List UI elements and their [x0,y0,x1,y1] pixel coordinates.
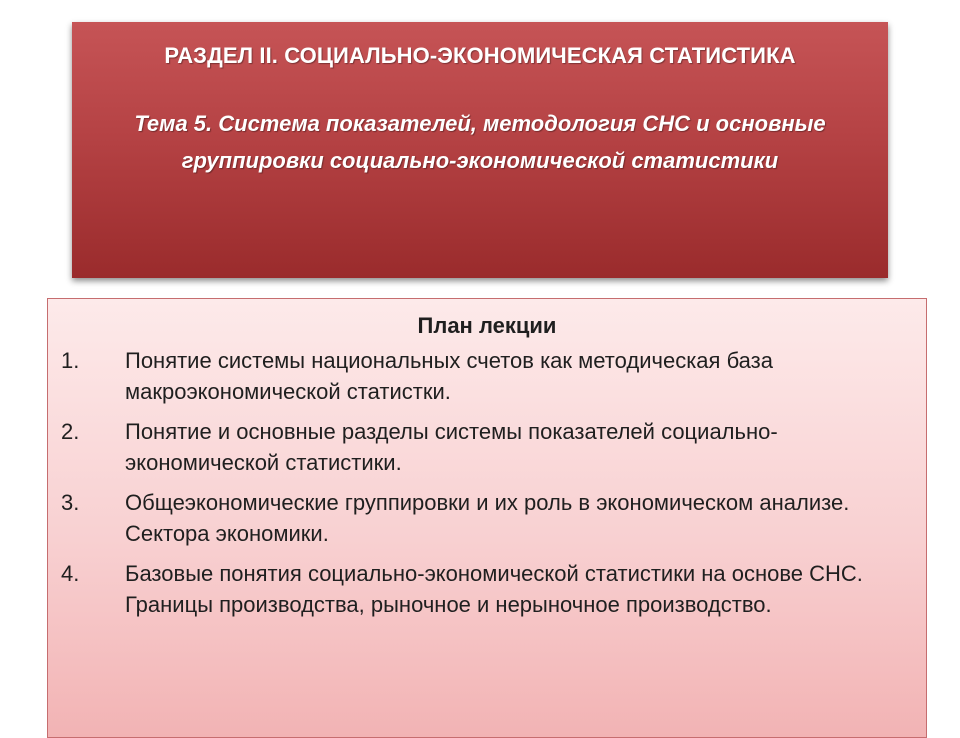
section-title: РАЗДЕЛ II. СОЦИАЛЬНО-ЭКОНОМИЧЕСКАЯ СТАТИСТИКА [164,43,796,68]
plan-item-2 [48,416,926,478]
title-banner [72,22,888,278]
plan-item-1 [48,345,926,407]
plan-heading: План лекции [417,313,557,338]
lecture-plan-box [47,298,927,738]
plan-item-3 [48,487,926,549]
plan-item-number: 2. [61,419,80,444]
plan-item-number: 4. [61,561,80,586]
plan-item-4 [48,558,926,620]
topic-title: Тема 5. Система показателей, методология СНС и основные группировки социально-экономической статистики [134,111,826,173]
plan-item-text: Понятие системы национальных счетов как методическая база макроэкономической статистки. [125,348,773,404]
plan-item-number: 1. [61,348,80,373]
plan-list [48,345,926,620]
plan-item-text: Понятие и основные разделы системы показателей социально-экономической статистики. [125,419,778,475]
plan-item-text: Базовые понятия социально-экономической статистики на основе СНС. Границы производства, рыночное и нерыночное производство. [125,561,863,617]
plan-item-text: Общеэкономические группировки и их роль в экономическом анализе. Сектора экономики. [125,490,850,546]
plan-item-number: 3. [61,490,80,515]
